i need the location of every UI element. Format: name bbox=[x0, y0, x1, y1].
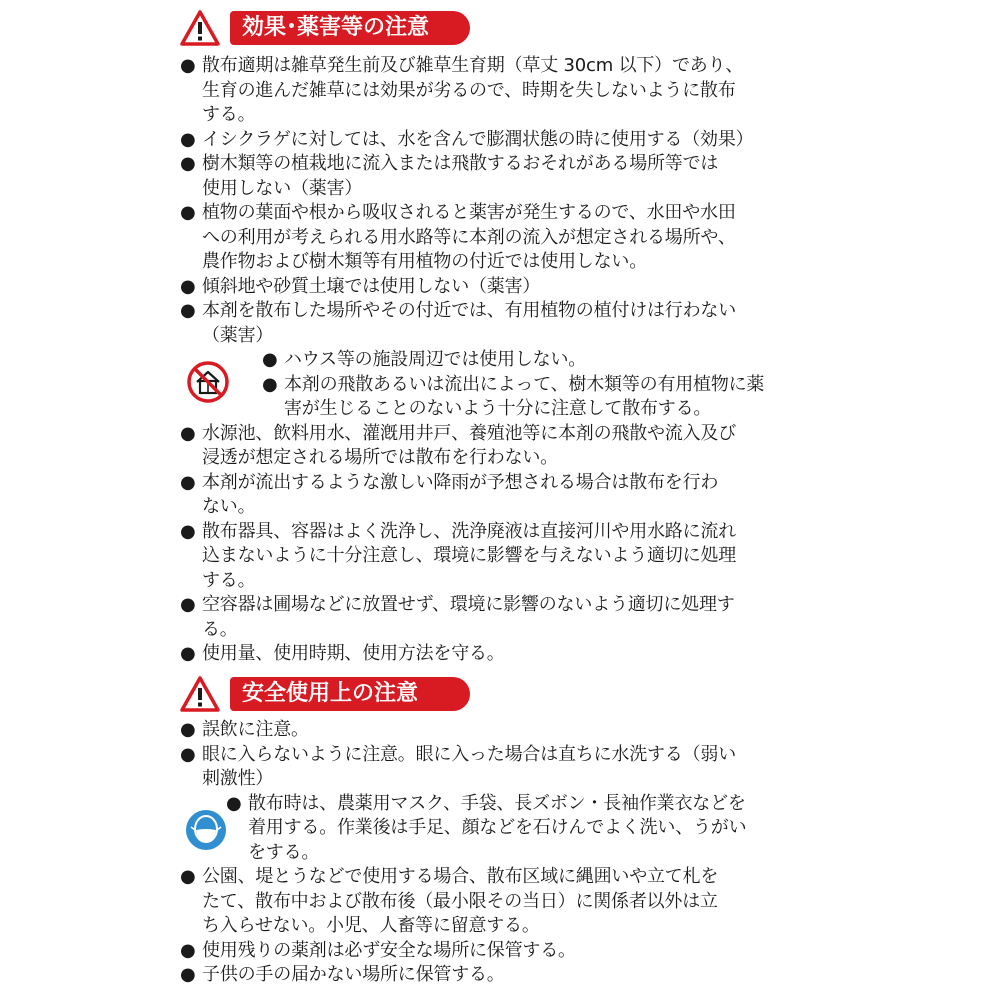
item-text: 使用残りの薬剤は必ず安全な場所に保管する。 bbox=[202, 939, 576, 961]
list-item bbox=[180, 128, 840, 153]
list-item bbox=[180, 743, 840, 792]
bullet: ● bbox=[180, 153, 196, 174]
warning-triangle-icon bbox=[180, 10, 220, 46]
face-mask-icon bbox=[184, 808, 228, 852]
warning-triangle-icon bbox=[180, 676, 220, 712]
item-text: 本剤を散布した場所やその付近では、有用植物の植付けは行わない （薬害） bbox=[202, 300, 736, 346]
no-house-icon bbox=[186, 360, 230, 404]
item-text: 本剤が流出するような激しい降雨が予想される場合は散布を行わ ない。 bbox=[202, 471, 719, 517]
bullet: ● bbox=[180, 719, 196, 740]
greenhouse-caution-group bbox=[180, 348, 840, 422]
list-item bbox=[180, 939, 840, 964]
bullet: ● bbox=[180, 422, 196, 444]
item-text: 散布時は、農薬用マスク、手袋、長ズボン・長袖作業衣などを 着用する。作業後は手足、顔などを石けんでよく洗い、うがい をする。 bbox=[248, 792, 747, 863]
list-item bbox=[180, 642, 840, 667]
list-item bbox=[180, 593, 840, 642]
list-item bbox=[226, 792, 840, 866]
bullet: ● bbox=[180, 300, 196, 321]
bullet: ● bbox=[180, 964, 196, 985]
bullet: ● bbox=[180, 643, 196, 664]
item-text: 散布器具、容器はよく洗浄し、洗浄廃液は直接河川や用水路に流れ 込まないように十分注意し、環境に影響を与えないよう適切に処理 する。 bbox=[202, 520, 736, 591]
item-text: 傾斜地や砂質土壌では使用しない（薬害） bbox=[202, 275, 541, 297]
list-item bbox=[180, 275, 840, 300]
list-item bbox=[180, 422, 840, 471]
list-item bbox=[180, 865, 840, 939]
item-text: 公園、堤とうなどで使用する場合、散布区域に縄囲いや立て札を たて、散布中および散布後（最小限その当日）に関係者以外は立 ち入らせない。小児、人畜等に留意する。 bbox=[202, 866, 719, 936]
bullet: ● bbox=[180, 471, 196, 493]
item-text: ハウス等の施設周辺では使用しない。 bbox=[284, 349, 587, 370]
safe-use-section bbox=[180, 674, 840, 988]
item-text: 散布適期は雑草発生前及び雑草生育期（草丈 30cm 以下）であり、 生育の進んだ雑草には効果が劣るので、時期を失しないように散布 する。 bbox=[202, 55, 744, 125]
bullet: ● bbox=[180, 275, 196, 297]
item-text: 水源池、飲料用水、灌漑用井戸、養殖池等に本剤の飛散や流入及び 浸透が想定される場所では散布を行わない。 bbox=[202, 422, 736, 468]
list-item bbox=[262, 348, 840, 373]
item-text: 子供の手の届かない場所に保管する。 bbox=[202, 964, 505, 985]
section-title: 効果･薬害等の注意 bbox=[230, 11, 470, 45]
effects-caution-section bbox=[180, 8, 840, 667]
bullet: ● bbox=[180, 743, 196, 765]
list-item bbox=[180, 152, 840, 201]
item-text: 誤飲に注意。 bbox=[202, 719, 309, 740]
section-title: 安全使用上の注意 bbox=[230, 677, 470, 711]
item-text: 使用量、使用時期、使用方法を守る。 bbox=[202, 643, 505, 664]
item-text: 空容器は圃場などに放置せず、環境に影響のないよう適切に処理す る。 bbox=[202, 594, 735, 640]
bullet: ● bbox=[180, 939, 196, 961]
bullet: ● bbox=[180, 866, 196, 887]
list-item bbox=[180, 718, 840, 743]
list-item bbox=[180, 299, 840, 348]
list-item bbox=[180, 54, 840, 128]
list-item bbox=[180, 963, 840, 988]
caution-list bbox=[180, 54, 840, 667]
safety-list bbox=[180, 718, 840, 988]
bullet: ● bbox=[180, 520, 196, 542]
bullet: ● bbox=[262, 349, 278, 370]
bullet: ● bbox=[180, 128, 196, 150]
item-text: 樹木類等の植栽地に流入または飛散するおそれがある場所等では 使用しない（薬害） bbox=[202, 153, 719, 199]
bullet: ● bbox=[180, 202, 196, 223]
section-header bbox=[180, 674, 840, 714]
section-header bbox=[180, 8, 840, 48]
item-text: 眼に入らないように注意。眼に入った場合は直ちに水洗する（弱い 刺激性） bbox=[202, 743, 736, 789]
bullet: ● bbox=[180, 55, 196, 76]
bullet: ● bbox=[262, 373, 278, 395]
bullet: ● bbox=[180, 594, 196, 615]
list-item bbox=[180, 201, 840, 275]
list-item bbox=[180, 471, 840, 520]
mask-caution-group bbox=[180, 792, 840, 866]
list-item bbox=[262, 373, 840, 422]
item-text: 本剤の飛散あるいは流出によって、樹木類等の有用植物に薬 害が生じることのないよう十分に注意して散布する。 bbox=[284, 373, 765, 419]
item-text: 植物の葉面や根から吸収されると薬害が発生するので、水田や水田 への利用が考えられる用水路等に本剤の流入が想定される場所や、 農作物および樹木類等有用植物の付近では使用しない。 bbox=[202, 202, 736, 272]
bullet: ● bbox=[226, 792, 242, 814]
item-text: イシクラゲに対しては、水を含んで膨潤状態の時に使用する（効果） bbox=[202, 128, 754, 150]
list-item bbox=[180, 520, 840, 594]
